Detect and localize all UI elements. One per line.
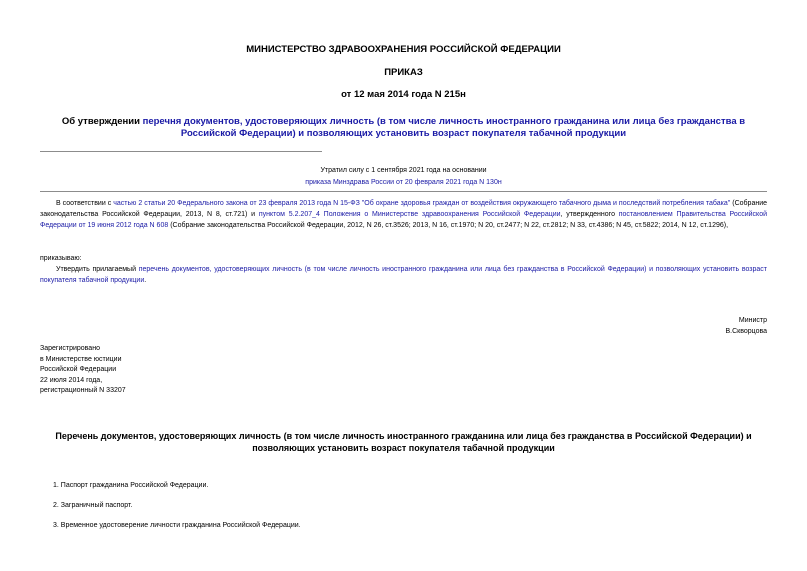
status-link[interactable]: приказа Минздрава России от 20 февраля 2021 года N 130н — [305, 179, 502, 186]
signature-position: Министр — [738, 317, 767, 324]
title-link[interactable]: перечня документов, удостоверяющих личность (в том числе личность иностранного гражданина или лица без гражданства в Российской Федерации) и позволяющих установить возраст покупателя табачной продукции — [142, 116, 746, 139]
approve-text-1: Утвердить прилагаемый — [56, 266, 139, 273]
law-link[interactable]: частью 2 статьи 20 Федерального закона от 23 февраля 2013 года N 15-ФЗ "Об охране здоровья граждан от воздействия окружающего табачного дыма и последствий потребления табака" — [113, 200, 731, 207]
order-heading: ПРИКАЗ — [384, 67, 423, 78]
divider-long — [40, 191, 767, 192]
resolution-link[interactable]: постановлением Правительства Российской Федерации от 19 июня 2012 года N 608 — [40, 211, 767, 229]
registration-line: регистрационный N 33207 — [40, 387, 126, 395]
document-title — [40, 116, 767, 140]
order-word: приказываю: — [40, 255, 82, 262]
list-item: 2. Заграничный паспорт. — [53, 502, 133, 509]
preamble-text-4: (Собрание законодательства Российской Федерации, 2012, N 26, ст.3526; 2013, N 16, ст.1970; N 20, ст.2477; N 22, ст.2812; N 33, ст.4386; N 45, ст.5822; 2014, N 12, ст.1296), — [168, 222, 729, 229]
order-date: от 12 мая 2014 года N 215н — [341, 89, 466, 100]
ministry-heading: МИНИСТЕРСТВО ЗДРАВООХРАНЕНИЯ РОССИЙСКОЙ ФЕДЕРАЦИИ — [246, 44, 561, 55]
approve-text-2: . — [144, 277, 147, 284]
preamble-text-2: (Собрание законодательства Российской Федерации, 2013, N 8, ст.721) и — [40, 200, 768, 218]
preamble-text-3: , утвержденного — [560, 211, 619, 218]
status-line: Утратил силу с 1 сентября 2021 года на основании — [320, 167, 487, 174]
list-title: Перечень документов, удостоверяющих личность (в том числе личность иностранного гражданина или лица без гражданства в Российской Федерации) и позволяющих установить возраст покупателя табачной продукции — [55, 431, 752, 453]
approve-paragraph — [40, 264, 767, 286]
preamble-text-1: В соответствии с — [56, 200, 114, 207]
divider-short — [40, 151, 322, 152]
signature-name: В.Скворцова — [725, 328, 767, 335]
registration-block — [40, 344, 126, 397]
regulation-link[interactable]: пунктом 5.2.207_4 Положения о Министерстве здравоохранения Российской Федерации — [258, 211, 561, 218]
registration-line: в Министерстве юстиции — [40, 355, 122, 363]
registration-line: Зарегистрировано — [40, 345, 100, 352]
title-prefix: Об утверждении — [61, 116, 143, 127]
preamble-paragraph — [40, 198, 767, 231]
list-link[interactable]: перечень документов, удостоверяющих личность (в том числе личность иностранного гражданина или лица без гражданства в Российской Федерации) и позволяющих установить возраст покупателя табачной продукции — [40, 266, 768, 284]
list-item: 3. Временное удостоверение личности гражданина Российской Федерации. — [53, 522, 301, 529]
registration-line: Российской Федерации — [40, 366, 117, 374]
status-note — [0, 165, 807, 189]
list-item: 1. Паспорт гражданина Российской Федерации. — [53, 482, 209, 489]
registration-line: 22 июля 2014 года, — [40, 376, 103, 384]
